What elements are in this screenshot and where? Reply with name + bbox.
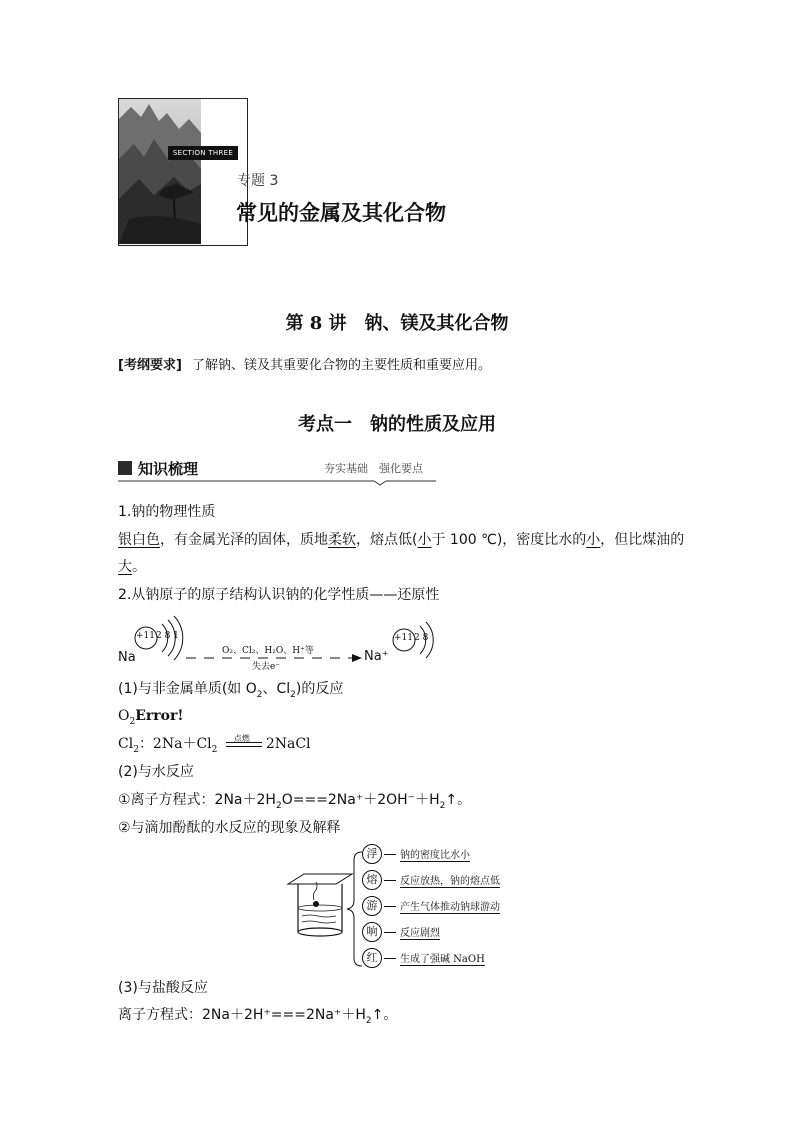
phenomenon-text: 反应剧烈 [400, 928, 440, 939]
phenomenon-char: 熔 [362, 870, 382, 890]
section1-paragraph: 银白色，有金属光泽的固体，质地柔软，熔点低(小于 100 ℃)，密度比水的小，但比煤油的 [118, 532, 685, 548]
phenomenon-char: 响 [362, 922, 382, 942]
phenomenon-item-float [362, 844, 562, 866]
knowledge-title: 知识梳理 [138, 460, 199, 478]
brace-shape [344, 850, 364, 968]
section2-heading: 2.从钠原子的原子结构认识钠的化学性质——还原性 [118, 587, 440, 603]
phenomenon-text: 反应放热，钠的熔点低 [400, 876, 500, 887]
atom-structure-diagram [118, 612, 438, 672]
hcl-ionic-equation: 离子方程式：$2Na+2H^+===2Na^++H_2↑$。 [118, 1007, 398, 1026]
section1-paragraph-cont: 大。 [118, 559, 146, 575]
knowledge-underline [118, 478, 436, 486]
knowledge-right: 夯实基础 强化要点 [324, 462, 423, 475]
landscape-image [119, 99, 201, 244]
sub2-heading: (2)与水反应 [118, 764, 194, 780]
phenomenon-item-red [362, 948, 562, 970]
phenomenon-item-swim [362, 896, 562, 918]
phenomenon-char: 游 [362, 896, 382, 916]
ion-shells: 2 8 [414, 633, 429, 643]
double-line-sign [226, 742, 262, 747]
na-nucleus: +11 [136, 631, 155, 641]
sub3-heading: (3)与盐酸反应 [118, 980, 208, 996]
phenomenon-item-sound [362, 922, 562, 944]
na-symbol: Na [118, 650, 136, 665]
outline-tag: [考纲要求] [118, 358, 182, 373]
na-shells: 2 8 1 [156, 631, 179, 641]
connector-line [384, 958, 396, 959]
phenomenon-char: 浮 [362, 844, 382, 864]
phenomenon-char: 红 [362, 948, 382, 968]
phenomenon-text: 生成了强碱 NaOH [400, 954, 485, 965]
outline-requirement [118, 356, 491, 376]
reaction-condition: 点燃 [226, 734, 262, 754]
o2-reaction: $O_2Error$! [118, 708, 184, 727]
knowledge-bar [118, 458, 436, 486]
knowledge-square-icon [118, 461, 132, 475]
connector-line [384, 854, 396, 855]
arrow-bottom-label: 失去e⁻ [252, 662, 281, 672]
outline-text: 了解钠、镁及其重要化合物的主要性质和重要应用。 [192, 358, 492, 373]
connector-line [384, 932, 396, 933]
water-ionic-equation: ①离子方程式：$2Na+2H_2O===2Na^++2OH^-+H_2↑$。 [118, 792, 472, 811]
topic-number: 专题 3 [237, 173, 279, 189]
ion-symbol: Na⁺ [364, 649, 389, 664]
phenomenon-text: 产生气体推动钠球游动 [400, 902, 500, 913]
connector-line [384, 880, 396, 881]
ion-nucleus: +11 [394, 633, 413, 643]
connector-line [384, 906, 396, 907]
section-label: SECTION THREE [168, 146, 238, 160]
phenomenon-heading: ②与滴加酚酞的水反应的现象及解释 [118, 820, 341, 836]
section1-heading: 1.钠的物理性质 [118, 504, 216, 520]
phenomena-list [362, 844, 562, 970]
arrow-top-label: O₂、Cl₂、H₂O、H⁺等 [222, 646, 314, 656]
point-title: 考点一 钠的性质及应用 [298, 414, 496, 435]
sub1-heading: (1)与非金属单质(如 $O_2$、$Cl_2$)的反应 [118, 681, 344, 700]
cl2-reaction: $Cl_2$：$2Na+Cl_2$ 点燃 2NaCl [118, 734, 311, 755]
phenomenon-item-melt [362, 870, 562, 892]
phenomenon-text: 钠的密度比水小 [400, 850, 470, 861]
topic-title: 常见的金属及其化合物 [236, 201, 446, 225]
lecture-title: 第 8 讲 钠、镁及其化合物 [285, 313, 509, 334]
